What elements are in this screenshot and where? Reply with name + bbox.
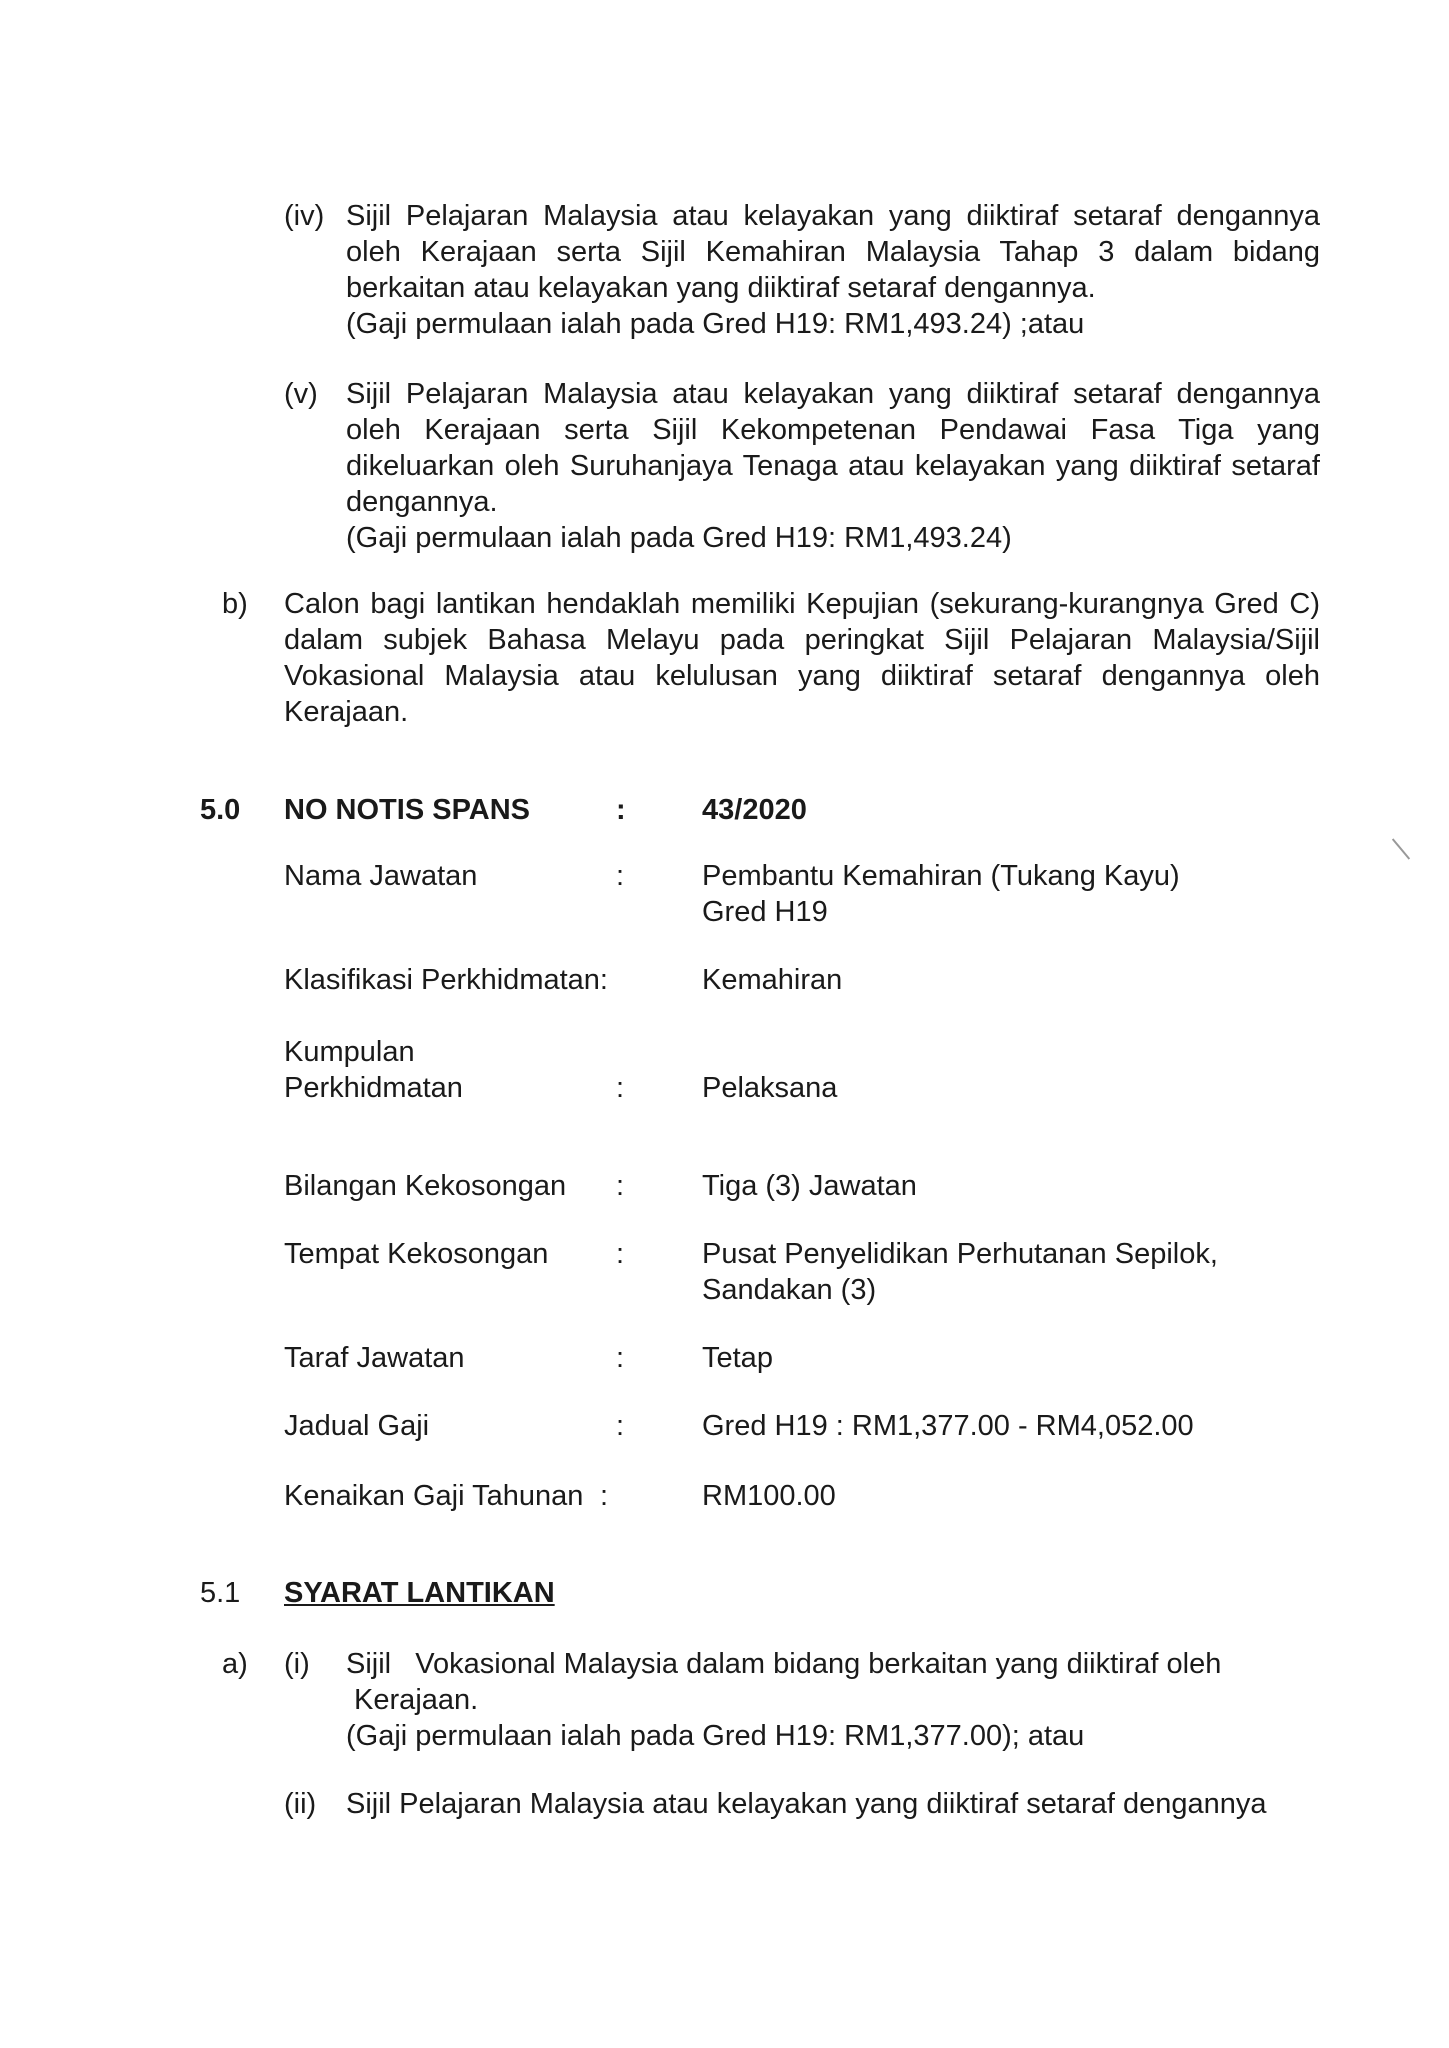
section-number: 5.0 [200, 794, 241, 826]
list-text: Kerajaan. [346, 1684, 479, 1716]
list-number: (iv) [284, 200, 325, 232]
list-number: (v) [284, 378, 318, 410]
row-colon: : [616, 1170, 625, 1202]
row-label: Taraf Jawatan [284, 1342, 465, 1374]
row-colon: : [600, 1480, 609, 1512]
section-label: NO NOTIS SPANS [284, 794, 530, 826]
row-label: Tempat Kekosongan [284, 1238, 549, 1270]
row-value-line: Sandakan (3) [702, 1274, 877, 1306]
scan-artifact-mark [1392, 838, 1410, 859]
subsection-title: SYARAT LANTIKAN [284, 1577, 555, 1609]
row-value: Tiga (3) Jawatan [702, 1170, 917, 1202]
row-value: RM100.00 [702, 1480, 836, 1512]
section-value: 43/2020 [702, 794, 807, 826]
row-label: Kenaikan Gaji Tahunan [284, 1480, 584, 1512]
list-number: (ii) [284, 1788, 317, 1820]
row-label: Jadual Gaji [284, 1410, 430, 1442]
list-number: (i) [284, 1648, 310, 1680]
row-value: Pelaksana [702, 1072, 838, 1104]
row-colon: : [616, 1238, 625, 1270]
row-label: Bilangan Kekosongan [284, 1170, 567, 1202]
list-text: Sijil Vokasional Malaysia dalam bidang berkaitan yang diiktiraf oleh [346, 1648, 1222, 1680]
row-value: Kemahiran [702, 964, 843, 996]
row-label [284, 1034, 463, 1106]
row-colon: : [616, 1410, 625, 1442]
subsection-number: 5.1 [200, 1577, 241, 1609]
row-colon: : [616, 1342, 625, 1374]
list-text: Calon bagi lantikan hendaklah memiliki Kepujian (sekurang-kurangnya Gred C) dalam subjek Bahasa Melayu pada peringkat Sijil Pelajaran Malaysia/Sijil Vokasional Malaysia atau kelulusan yang diiktiraf setaraf dengannya oleh Kerajaan. [284, 588, 1320, 728]
row-label: Klasifikasi Perkhidmatan: [284, 964, 608, 996]
list-text: Sijil Pelajaran Malaysia atau kelayakan yang diiktiraf setaraf dengannya oleh Kerajaan serta Sijil Kemahiran Malaysia Tahap 3 dalam bidang berkaitan atau kelayakan yang diiktiraf setaraf dengannya. [346, 200, 1320, 304]
row-label: Nama Jawatan [284, 860, 478, 892]
row-value: Tetap [702, 1342, 773, 1374]
row-value [702, 1236, 1218, 1308]
row-value: Gred H19 : RM1,377.00 - RM4,052.00 [702, 1410, 1194, 1442]
row-colon: : [616, 860, 625, 892]
list-text: Sijil Pelajaran Malaysia atau kelayakan yang diiktiraf setaraf dengannya oleh Kerajaan serta Sijil Kekompetenan Pendawai Fasa Tiga yang dikeluarkan oleh Suruhanjaya Tenaga atau kelayakan yang diiktiraf setaraf dengannya. [346, 378, 1320, 518]
row-label-line: Kumpulan [284, 1036, 415, 1068]
list-letter: a) [222, 1648, 248, 1680]
section-colon: : [616, 794, 626, 826]
row-colon: : [616, 1072, 625, 1104]
salary-note: (Gaji permulaan ialah pada Gred H19: RM1,377.00); atau [346, 1720, 1085, 1752]
salary-note: (Gaji permulaan ialah pada Gred H19: RM1,493.24) [346, 522, 1012, 554]
row-value-line: Pembantu Kemahiran (Tukang Kayu) [702, 860, 1180, 892]
row-value-line: Pusat Penyelidikan Perhutanan Sepilok, [702, 1238, 1218, 1270]
salary-note: (Gaji permulaan ialah pada Gred H19: RM1,493.24) ;atau [346, 308, 1085, 340]
row-value-line: Gred H19 [702, 896, 828, 928]
list-text: Sijil Pelajaran Malaysia atau kelayakan yang diiktiraf setaraf dengannya [346, 1788, 1267, 1820]
row-label-line: Perkhidmatan [284, 1072, 463, 1104]
list-letter: b) [222, 588, 248, 620]
row-value [702, 858, 1180, 930]
